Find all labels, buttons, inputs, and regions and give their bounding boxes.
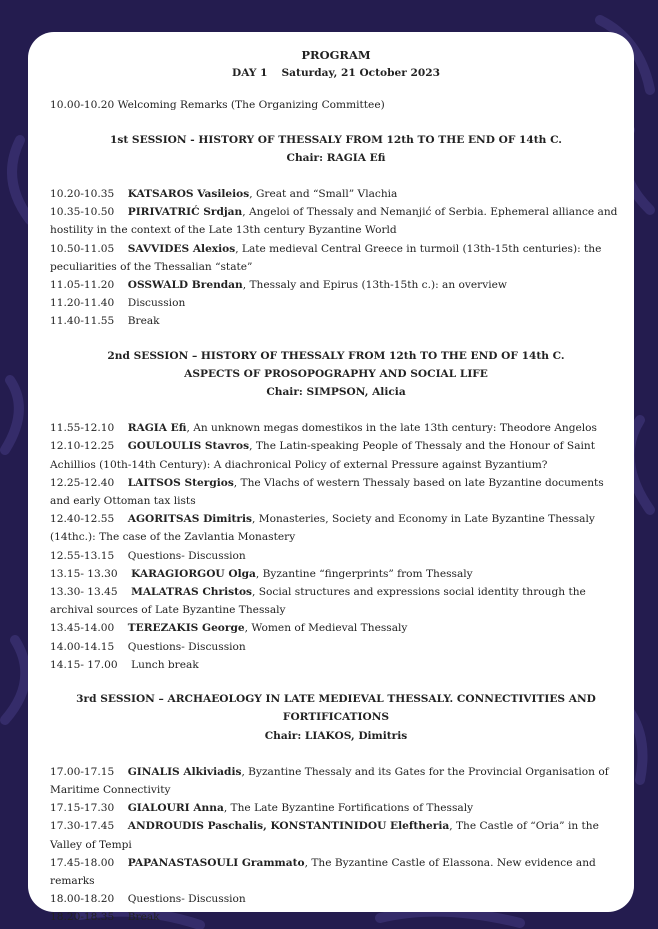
session-chair: Chair: LIAKOS, Dimitris — [264, 729, 408, 742]
item-time: 10.35-10.50 — [50, 206, 115, 219]
session-heading — [50, 690, 622, 745]
item-time: 11.40-11.55 — [50, 315, 115, 328]
speaker-name: AGORITSAS Dimitris — [127, 513, 252, 526]
program-item — [50, 240, 622, 276]
program-item — [50, 890, 622, 908]
program-sheet — [28, 32, 634, 924]
speaker-name: OSSWALD Brendan — [127, 279, 243, 292]
welcome-text: Welcoming Remarks (The Organizing Committee) — [117, 99, 385, 112]
item-text: , Social structures and expressions social identity through the archival sources of Late Byzantine Thessaly — [50, 586, 586, 617]
item-time: 17.15-17.30 — [50, 802, 115, 815]
item-time: 12.10-12.25 — [50, 440, 115, 453]
item-text: , Late medieval Central Greece in turmoil (13th-15th centuries): the peculiarities of the Thessalian “state” — [50, 242, 602, 273]
speaker-name: MALATRAS Christos — [131, 586, 253, 599]
session-title: 3rd SESSION – ARCHAEOLOGY IN LATE MEDIEVAL THESSALY. CONNECTIVITIES AND FORTIFICATIONS — [76, 693, 596, 724]
item-time: 12.40-12.55 — [50, 513, 115, 526]
item-time: 18.20-18.35 — [50, 911, 115, 924]
program-item — [50, 583, 622, 619]
program-item — [50, 203, 622, 239]
item-text: , The Castle of “Oria” in the Valley of Tempi — [50, 820, 599, 851]
item-text: , Byzantine Thessaly and its Gates for the Provincial Organisation of Maritime Connectivity — [50, 765, 609, 796]
speaker-name: KATSAROS Vasileios — [127, 188, 250, 201]
item-text: , Thessaly and Epirus (13th-15th c.): an overview — [242, 279, 507, 292]
item-time: 17.45-18.00 — [50, 856, 115, 869]
item-time: 13.45-14.00 — [50, 622, 115, 635]
speaker-name: GIALOURI Anna — [127, 802, 224, 815]
item-text: Questions- Discussion — [127, 549, 246, 562]
program-item — [50, 474, 622, 510]
program-item — [50, 312, 622, 330]
item-text: Break — [127, 315, 160, 328]
day-date: Saturday, 21 October 2023 — [281, 67, 440, 80]
speaker-name: SAVVIDES Alexios — [127, 242, 236, 255]
welcome-row — [50, 96, 622, 114]
speaker-name: PIRIVATRIĆ Srdjan — [127, 206, 243, 219]
program-item — [50, 437, 622, 473]
item-time: 10.50-11.05 — [50, 242, 115, 255]
session-title: 2nd SESSION – HISTORY OF THESSALY FROM 12th TO THE END OF 14th C. — [107, 349, 565, 362]
session-chair: Chair: RAGIA Efi — [286, 151, 386, 164]
speaker-name: KARAGIORGOU Olga — [131, 567, 256, 580]
item-time: 14.00-14.15 — [50, 640, 115, 653]
program-item — [50, 185, 622, 203]
item-text: , The Latin-speaking People of Thessaly and the Honour of Saint Achillios (10th-14th Century): A diachronical Policy of external Pressure against Byzantium? — [50, 440, 595, 471]
speaker-name: RAGIA Efi — [127, 422, 187, 435]
item-text: Questions- Discussion — [127, 893, 246, 906]
item-text: , Women of Medieval Thessaly — [244, 622, 408, 635]
item-text: , Monasteries, Society and Economy in Late Byzantine Thessaly (14thc.): The case of the Zavlantia Monastery — [50, 513, 595, 544]
item-time: 17.00-17.15 — [50, 765, 115, 778]
program-item — [50, 763, 622, 799]
speaker-name: GOULOULIS Stavros — [127, 440, 250, 453]
program-item — [50, 656, 622, 674]
program-item — [50, 799, 622, 817]
speaker-name: GINALIS Alkiviadis — [127, 765, 242, 778]
program-item — [50, 294, 622, 312]
speaker-name: ANDROUDIS Paschalis, KONSTANTINIDOU Eleftheria — [127, 820, 450, 833]
item-time: 11.05-11.20 — [50, 279, 115, 292]
item-text: , Great and “Small” Vlachia — [249, 188, 398, 201]
item-time: 14.15- 17.00 — [50, 658, 118, 671]
item-time: 13.15- 13.30 — [50, 567, 118, 580]
speaker-name: TEREZAKIS George — [127, 622, 245, 635]
item-text: , An unknown megas domestikos in the late 13th century: Theodore Angelos — [186, 422, 597, 435]
speaker-name: PAPANASTASOULI Grammato — [127, 856, 305, 869]
item-text: Discussion — [127, 297, 186, 310]
program-item — [50, 854, 622, 890]
session-heading — [50, 131, 622, 167]
program-item — [50, 619, 622, 637]
program-item — [50, 565, 622, 583]
program-title: PROGRAM — [301, 48, 371, 62]
item-time: 11.20-11.40 — [50, 297, 115, 310]
program-item — [50, 276, 622, 294]
item-time: 18.00-18.20 — [50, 893, 115, 906]
item-text: Questions- Discussion — [127, 640, 246, 653]
session-title: ASPECTS OF PROSOPOGRAPHY AND SOCIAL LIFE — [184, 367, 488, 380]
day-header — [50, 64, 622, 82]
session-chair: Chair: SIMPSON, Alicia — [266, 386, 406, 399]
speaker-name: LAITSOS Stergios — [127, 476, 234, 489]
item-time: 12.55-13.15 — [50, 549, 115, 562]
item-text: , The Byzantine Castle of Elassona. New evidence and remarks — [50, 856, 596, 887]
item-time: 10.20-10.35 — [50, 188, 115, 201]
item-text: Lunch break — [131, 658, 199, 671]
program-item — [50, 908, 622, 926]
item-text: , Angeloi of Thessaly and Nemanjić of Serbia. Ephemeral alliance and hostility in the context of the Late 13th century Byzantine World — [50, 206, 618, 237]
sessions-container — [50, 131, 622, 927]
item-text: Break — [127, 911, 160, 924]
program-item — [50, 547, 622, 565]
session-heading — [50, 347, 622, 402]
program-item — [50, 510, 622, 546]
item-time: 17.30-17.45 — [50, 820, 115, 833]
item-text: , Byzantine “fingerprints” from Thessaly — [255, 567, 473, 580]
item-time: 12.25-12.40 — [50, 476, 115, 489]
item-text: , The Late Byzantine Fortifications of Thessaly — [223, 802, 474, 815]
session-title: 1st SESSION - HISTORY OF THESSALY FROM 12th TO THE END OF 14th C. — [110, 133, 562, 146]
welcome-time: 10.00-10.20 — [50, 99, 115, 112]
item-time: 11.55-12.10 — [50, 422, 115, 435]
program-item — [50, 638, 622, 656]
item-text: , The Vlachs of western Thessaly based on late Byzantine documents and early Ottoman tax lists — [50, 476, 604, 508]
program-item — [50, 419, 622, 437]
item-time: 13.30- 13.45 — [50, 586, 118, 599]
program-item — [50, 817, 622, 853]
day-label: DAY 1 — [232, 67, 268, 80]
